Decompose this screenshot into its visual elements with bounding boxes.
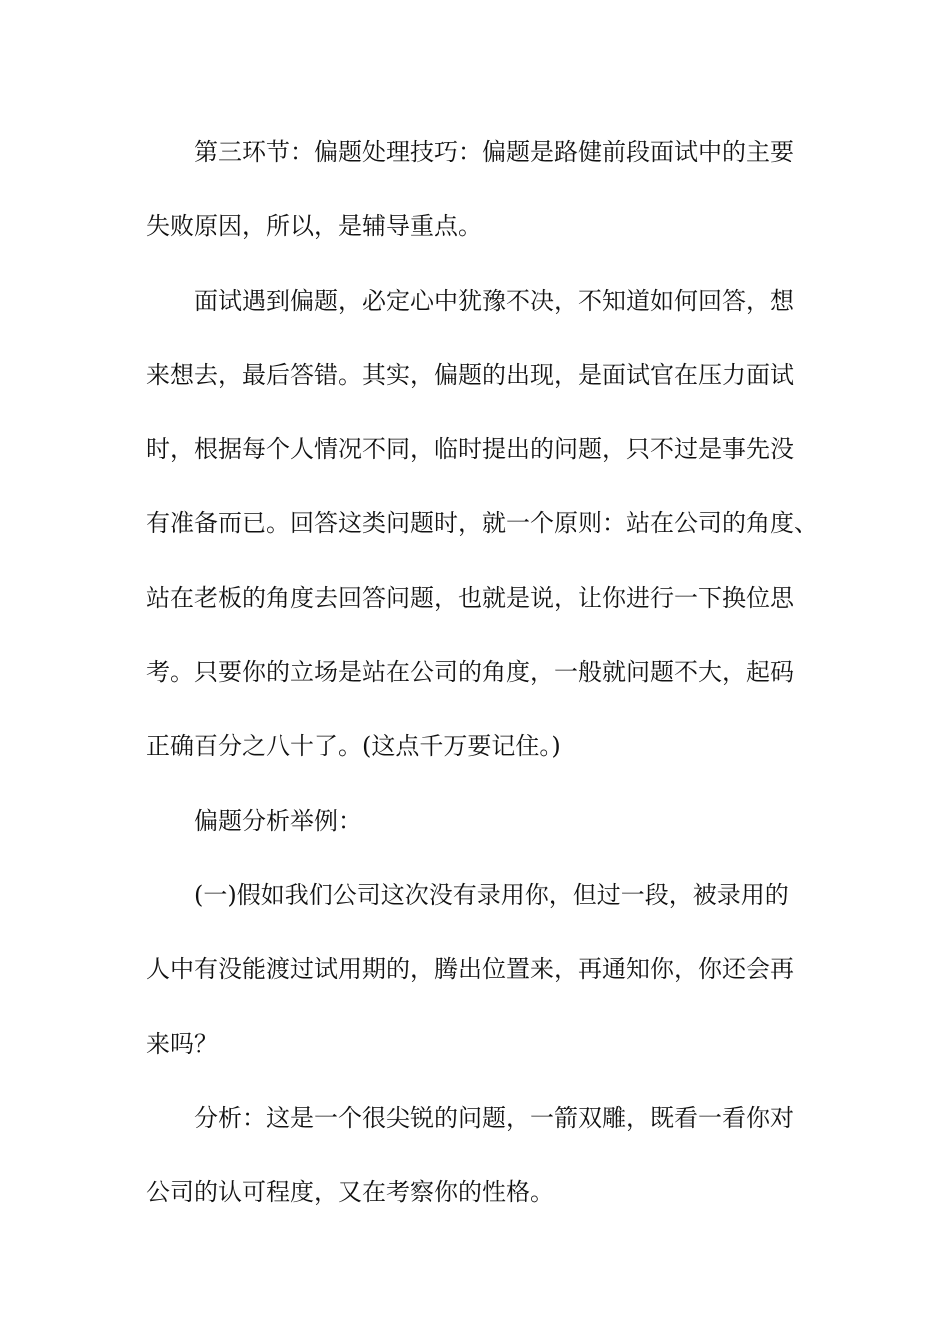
paragraph-2-line-1: 面试遇到偏题，必定心中犹豫不决，不知道如何回答，想 — [194, 287, 794, 315]
paragraph-2-line-5: 站在老板的角度去回答问题，也就是说，让你进行一下换位思 — [146, 584, 794, 612]
paragraph-1-line-1: 第三环节：偏题处理技巧：偏题是路健前段面试中的主要 — [194, 138, 794, 166]
section-heading: 偏题分析举例： — [194, 807, 362, 835]
analysis-line-1: 分析：这是一个很尖锐的问题，一箭双雕，既看一看你对 — [194, 1104, 794, 1132]
paragraph-2-line-3: 时，根据每个人情况不同，临时提出的问题，只不过是事先没 — [146, 435, 794, 463]
paragraph-2-line-2: 来想去，最后答错。其实，偏题的出现，是面试官在压力面试 — [146, 361, 794, 389]
paragraph-2-line-7: 正确百分之八十了。(这点千万要记住。) — [146, 732, 561, 760]
question-1-line-3: 来吗？ — [146, 1030, 218, 1058]
analysis-line-2: 公司的认可程度，又在考察你的性格。 — [146, 1178, 554, 1206]
paragraph-2-line-6: 考。只要你的立场是站在公司的角度，一般就问题不大，起码 — [146, 658, 794, 686]
question-1-line-1: (一)假如我们公司这次没有录用你，但过一段，被录用的 — [194, 881, 789, 909]
paragraph-1-line-2: 失败原因，所以，是辅导重点。 — [146, 212, 482, 240]
paragraph-2-line-4: 有准备而已。回答这类问题时，就一个原则：站在公司的角度、 — [146, 509, 818, 537]
question-1-line-2: 人中有没能渡过试用期的，腾出位置来，再通知你，你还会再 — [146, 955, 794, 983]
